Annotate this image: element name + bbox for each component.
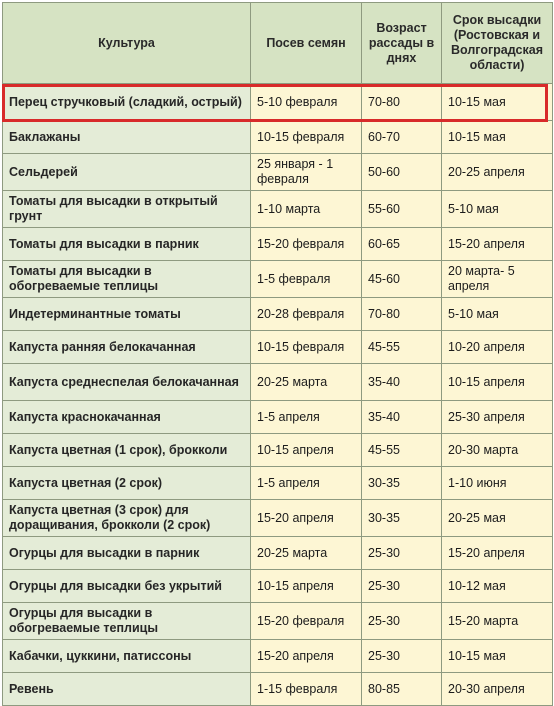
sowing-cell: 10-15 февраля	[251, 121, 362, 154]
age-cell: 45-55	[362, 434, 442, 467]
sowing-cell: 20-28 февраля	[251, 298, 362, 331]
table-row	[3, 434, 553, 467]
sowing-cell: 1-10 марта	[251, 191, 362, 228]
table-row	[3, 154, 553, 191]
age-cell: 30-35	[362, 500, 442, 537]
sowing-cell: 10-15 апреля	[251, 570, 362, 603]
crop-cell: Огурцы для высадки в обогреваемые теплицы	[3, 603, 251, 640]
planting-cell: 5-10 мая	[442, 298, 553, 331]
table-row	[3, 673, 553, 706]
sowing-cell: 20-25 марта	[251, 364, 362, 401]
age-cell: 25-30	[362, 603, 442, 640]
sowing-cell: 15-20 февраля	[251, 603, 362, 640]
planting-cell: 15-20 марта	[442, 603, 553, 640]
table-row	[3, 121, 553, 154]
age-cell: 25-30	[362, 640, 442, 673]
crop-cell: Огурцы для высадки без укрытий	[3, 570, 251, 603]
planting-cell: 20 марта- 5 апреля	[442, 261, 553, 298]
crop-cell: Кабачки, цуккини, патиссоны	[3, 640, 251, 673]
sowing-cell: 15-20 апреля	[251, 500, 362, 537]
crop-cell: Капуста цветная (3 срок) для доращивания, брокколи (2 срок)	[3, 500, 251, 537]
age-cell: 35-40	[362, 401, 442, 434]
age-cell: 70-80	[362, 84, 442, 121]
sowing-cell: 20-25 марта	[251, 537, 362, 570]
header-culture: Культура	[3, 3, 251, 84]
planting-cell: 15-20 апреля	[442, 228, 553, 261]
table-row	[3, 364, 553, 401]
sowing-cell: 15-20 апреля	[251, 640, 362, 673]
crop-cell: Томаты для высадки в открытый грунт	[3, 191, 251, 228]
planting-cell: 20-25 апреля	[442, 154, 553, 191]
sowing-cell: 1-5 апреля	[251, 401, 362, 434]
table-row	[3, 603, 553, 640]
crop-cell: Томаты для высадки в парник	[3, 228, 251, 261]
crop-cell: Баклажаны	[3, 121, 251, 154]
header-age: Возраст рассады в днях	[362, 3, 442, 84]
table-row	[3, 537, 553, 570]
planting-cell: 10-15 мая	[442, 121, 553, 154]
planting-cell: 20-25 мая	[442, 500, 553, 537]
age-cell: 30-35	[362, 467, 442, 500]
crop-cell: Перец стручковый (сладкий, острый)	[3, 84, 251, 121]
crop-cell: Капуста краснокачанная	[3, 401, 251, 434]
planting-cell: 10-15 мая	[442, 640, 553, 673]
table-row	[3, 228, 553, 261]
planting-cell: 10-20 апреля	[442, 331, 553, 364]
table-row	[3, 191, 553, 228]
crop-cell: Капуста ранняя белокачанная	[3, 331, 251, 364]
crop-cell: Капуста цветная (2 срок)	[3, 467, 251, 500]
table-row	[3, 84, 553, 121]
age-cell: 35-40	[362, 364, 442, 401]
sowing-cell: 1-5 апреля	[251, 467, 362, 500]
planting-cell: 15-20 апреля	[442, 537, 553, 570]
planting-cell: 1-10 июня	[442, 467, 553, 500]
sowing-cell: 1-5 февраля	[251, 261, 362, 298]
table-row	[3, 331, 553, 364]
planting-cell: 5-10 мая	[442, 191, 553, 228]
table-row	[3, 570, 553, 603]
table-row	[3, 467, 553, 500]
age-cell: 50-60	[362, 154, 442, 191]
age-cell: 70-80	[362, 298, 442, 331]
age-cell: 55-60	[362, 191, 442, 228]
age-cell: 60-65	[362, 228, 442, 261]
planting-cell: 10-12 мая	[442, 570, 553, 603]
age-cell: 25-30	[362, 570, 442, 603]
planting-cell: 25-30 апреля	[442, 401, 553, 434]
crop-cell: Огурцы для высадки в парник	[3, 537, 251, 570]
sowing-cell: 1-15 февраля	[251, 673, 362, 706]
crop-cell: Капуста среднеспелая белокачанная	[3, 364, 251, 401]
planting-cell: 10-15 мая	[442, 84, 553, 121]
header-planting: Срок высадки (Ростовская и Волгоградская области)	[442, 3, 553, 84]
planting-cell: 10-15 апреля	[442, 364, 553, 401]
table-row	[3, 401, 553, 434]
header-row	[3, 3, 553, 84]
header-sowing: Посев семян	[251, 3, 362, 84]
crop-cell: Сельдерей	[3, 154, 251, 191]
sowing-cell: 15-20 февраля	[251, 228, 362, 261]
sowing-cell: 25 января - 1 февраля	[251, 154, 362, 191]
table-row	[3, 500, 553, 537]
planting-cell: 20-30 апреля	[442, 673, 553, 706]
sowing-cell: 10-15 апреля	[251, 434, 362, 467]
planting-cell: 20-30 марта	[442, 434, 553, 467]
age-cell: 45-60	[362, 261, 442, 298]
age-cell: 60-70	[362, 121, 442, 154]
crop-cell: Томаты для высадки в обогреваемые теплицы	[3, 261, 251, 298]
sowing-cell: 10-15 февраля	[251, 331, 362, 364]
planting-schedule-table	[2, 2, 553, 706]
crop-cell: Индетерминантные томаты	[3, 298, 251, 331]
crop-cell: Ревень	[3, 673, 251, 706]
sowing-cell: 5-10 февраля	[251, 84, 362, 121]
table-row	[3, 298, 553, 331]
crop-cell: Капуста цветная (1 срок), брокколи	[3, 434, 251, 467]
table-row	[3, 640, 553, 673]
age-cell: 80-85	[362, 673, 442, 706]
table-row	[3, 261, 553, 298]
age-cell: 45-55	[362, 331, 442, 364]
age-cell: 25-30	[362, 537, 442, 570]
